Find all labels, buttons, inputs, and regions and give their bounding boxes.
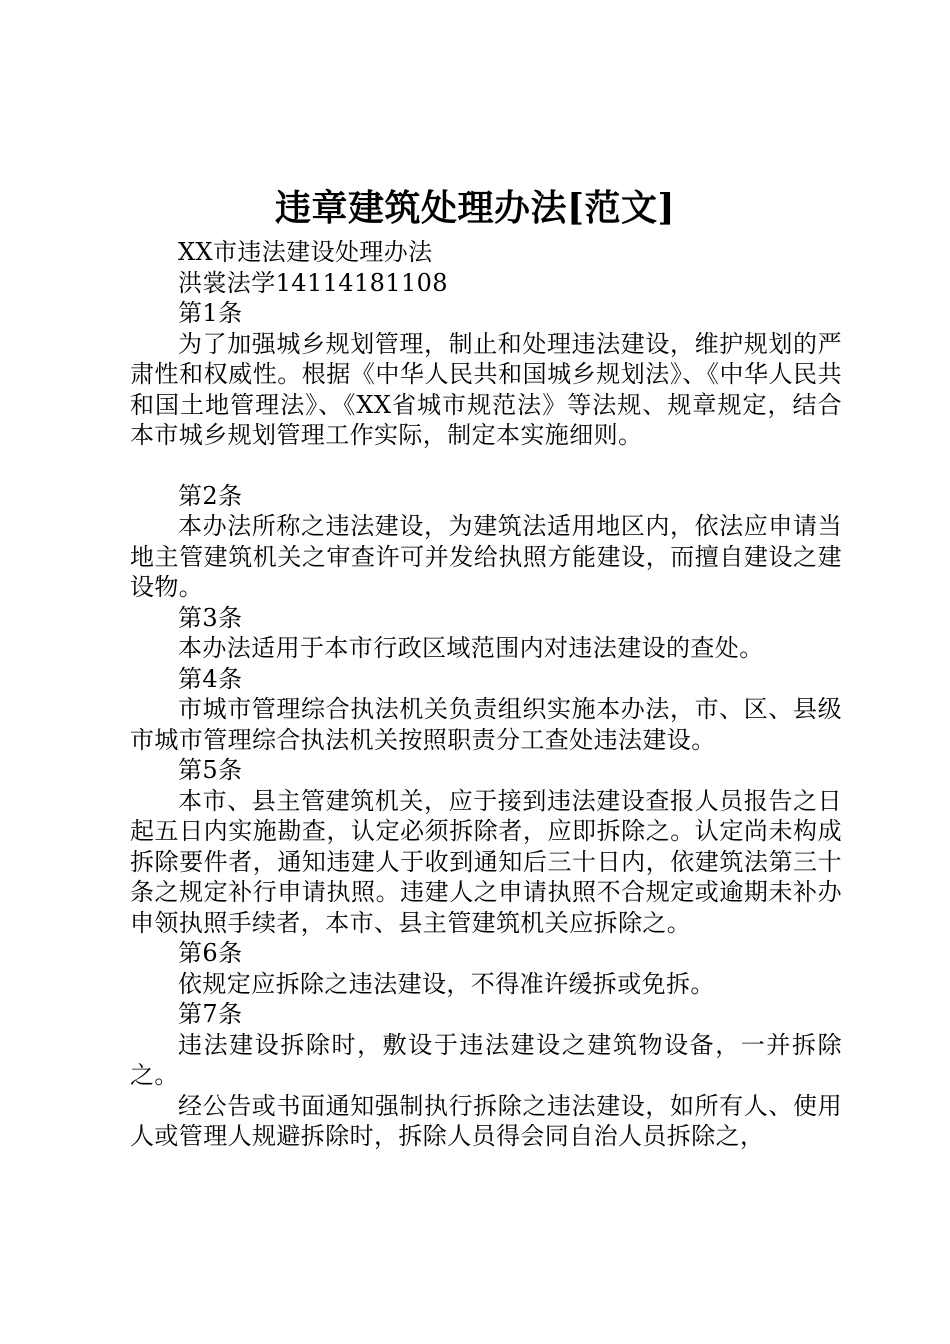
article-4-heading: 第4条 (178, 664, 243, 693)
article-3-text: 本办法适用于本市行政区域范围内对违法建设的查处。 (178, 634, 764, 662)
article-3-heading: 第3条 (178, 603, 243, 632)
article-1-heading: 第1条 (178, 299, 243, 327)
paragraph-city-regulation-name: XX市违法建设处理办法 (178, 238, 433, 266)
article-1-text: 为了加强城乡规划管理，制止和处理违法建设，维护规划的严肃性和权威性。根据《中华人民共和国城乡规划法》、《中华人民共和国土地管理法》、《XX省城市规范法》等法规、规章规定，结合本市城乡规划管理工作实际，制定本实施细则。 (130, 329, 842, 449)
paragraph-author: 洪裳法学14114181108 (178, 268, 448, 297)
article-5-heading: 第5条 (178, 756, 243, 784)
article-7-text-continued: 经公告或书面通知强制执行拆除之违法建设，如所有人、使用人或管理人规避拆除时，拆除人员得会同自治人员拆除之， (130, 1091, 842, 1150)
article-5-text: 本市、县主管建筑机关，应于接到违法建设查报人员报告之日起五日内实施勘查，认定必须拆除者，应即拆除之。认定尚未构成拆除要件者，通知违建人于收到通知后三十日内，依建筑法第三十条之规定补行申请执照。违建人之申请执照不合规定或逾期未补办申领执照手续者，本市、县主管建筑机关应拆除之。 (130, 786, 842, 937)
document-title: 违章建筑处理办法[范文] (274, 187, 676, 229)
article-2-heading: 第2条 (178, 481, 243, 510)
article-7-text: 违法建设拆除时，敷设于违法建设之建筑物设备，一并拆除之。 (130, 1030, 842, 1089)
article-6-heading: 第6条 (178, 939, 243, 967)
document-body (130, 237, 842, 1152)
article-2-text: 本办法所称之违法建设，为建筑法适用地区内，依法应申请当地主管建筑机关之审查许可并发给执照方能建设，而擅自建设之建设物。 (130, 512, 842, 601)
article-4-text: 市城市管理综合执法机关负责组织实施本办法，市、区、县级市城市管理综合执法机关按照职责分工查处违法建设。 (130, 695, 842, 754)
article-7-heading: 第7条 (178, 1000, 243, 1028)
article-6-text: 依规定应拆除之违法建设，不得准许缓拆或免拆。 (178, 969, 715, 998)
